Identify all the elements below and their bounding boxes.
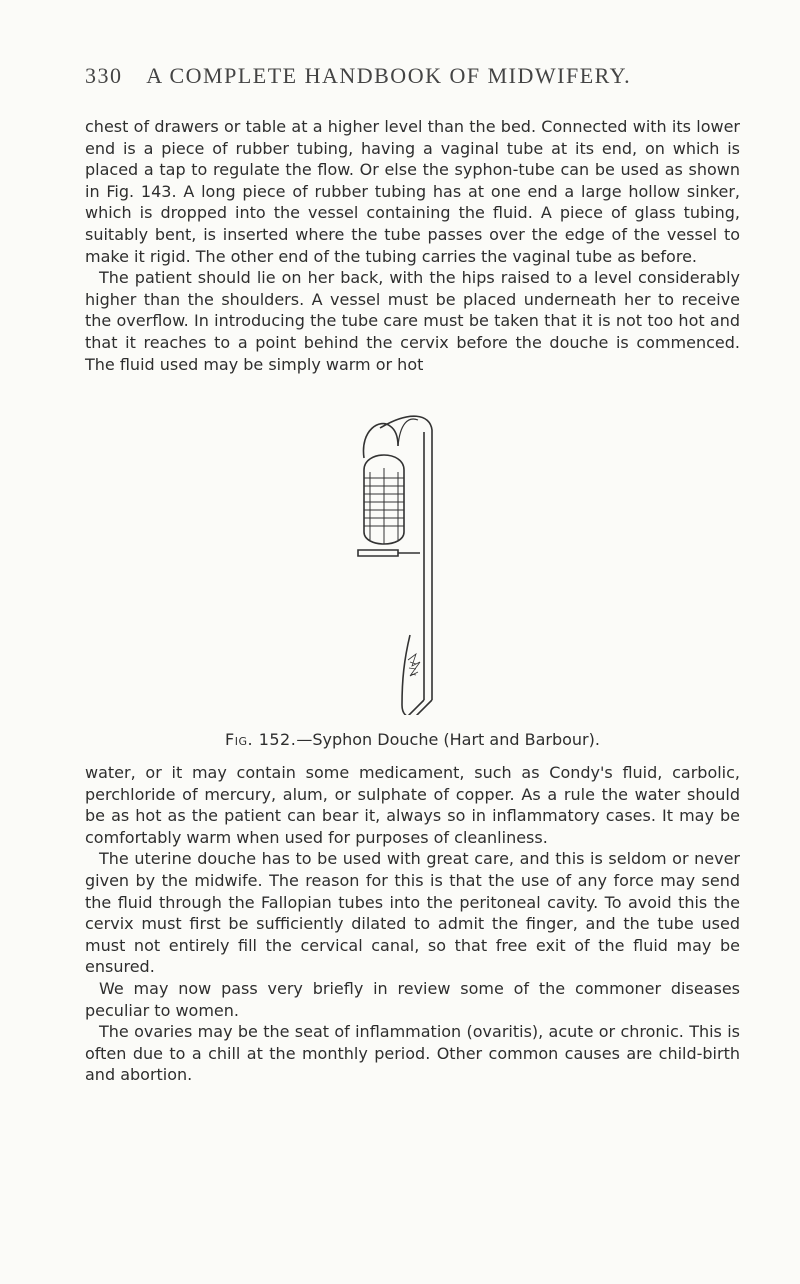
running-header bbox=[85, 63, 725, 89]
page-number: 330 bbox=[85, 63, 123, 88]
running-title: A COMPLETE HANDBOOK OF MIDWIFERY. bbox=[146, 63, 632, 88]
paragraph: The uterine douche has to be used with great care, and this is seldom or never given by the midwife. The reason for this is that the use of any force may send the fluid through the Fallopian tubes into the peritoneal cavity. To avoid this the cervix must first be sufficiently dilated to admit the finger, and the tube used must not entirely fill the cervical canal, so that free exit of the fluid may be ensured. bbox=[85, 849, 740, 977]
figure-caption bbox=[85, 730, 740, 749]
paragraph: water, or it may contain some medicament, such as Condy's fluid, carbolic, perchloride of mercury, alum, or sulphate of copper. As a rule the water should be as hot as the patient can bear it, always so in inflammatory cases. It may be comfortably warm when used for purposes of cleanliness. bbox=[85, 763, 740, 847]
paragraph: chest of drawers or table at a higher level than the bed. Connected with its lower end is a piece of rubber tubing, having a vaginal tube at its end, on which is placed a tap to regulate the flow. Or else the syphon-tube can be used as shown in Fig. 143. A long piece of rubber tubing has at one end a large hollow sinker, which is dropped into the vessel containing the fluid. A piece of glass tubing, suitably bent, is inserted where the tube passes over the edge of the vessel to make it rigid. The other end of the tubing carries the vaginal tube as before. bbox=[85, 117, 740, 266]
syphon-douche-illustration bbox=[350, 410, 460, 715]
paragraph: The patient should lie on her back, with the hips raised to a level considerably higher than the shoulders. A vessel must be placed underneath her to receive the overflow. In introducing the tube care must be taken that it is not too hot and that it reaches to a point behind the cervix before the douche is commenced. The fluid used may be simply warm or hot bbox=[85, 268, 740, 374]
paragraph: We may now pass very briefly in review some of the commoner diseases peculiar to women. bbox=[85, 978, 740, 1020]
figure-label: Fig. 152. bbox=[225, 730, 297, 749]
text-block-after-figure bbox=[85, 762, 740, 1086]
paragraph: The ovaries may be the seat of inflammation (ovaritis), acute or chronic. This is often due to a chill at the monthly period. Other common causes are child-birth and abortion. bbox=[85, 1022, 740, 1085]
figure-caption-text: —Syphon Douche (Hart and Barbour). bbox=[296, 730, 600, 749]
text-block-before-figure bbox=[85, 116, 740, 375]
